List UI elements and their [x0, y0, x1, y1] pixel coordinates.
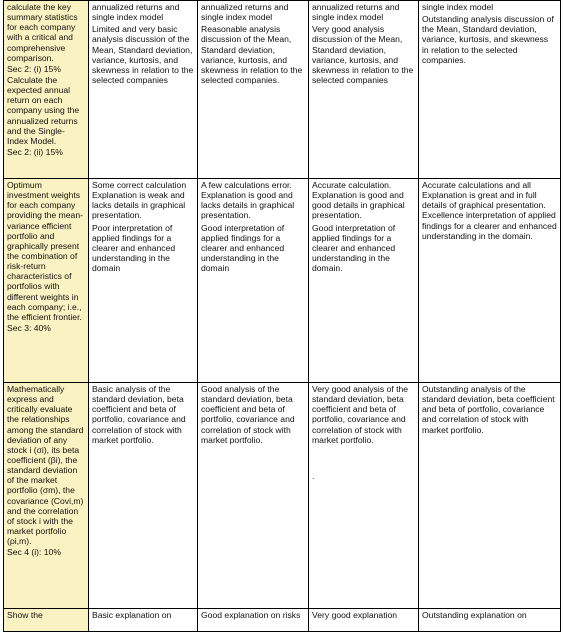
cell-text: Good analysis of the standard deviation, beta coefficient and beta of portfolio, covariance and correlation of stock with market portfolio. [201, 384, 295, 445]
criterion-weight: Sec 3: 40% [7, 322, 51, 333]
criterion-text: Optimum investment weights for each company providing the mean-variance efficient portfolio and graphically present the combination of risk-return characteristics of portfolios with different weights in each company; i.e., the efficient frontier. [7, 180, 83, 322]
table-row [4, 179, 561, 383]
cell-text: Very good analysis of the standard deviation, beta coefficient and beta of portfolio, covariance and correlation of stock with market portfolio. [312, 384, 409, 445]
criterion-weight: Sec 4 (i): 10% [7, 547, 61, 558]
criterion-cell [4, 1, 89, 179]
criterion-cell [4, 383, 89, 609]
grade-cell [198, 609, 309, 632]
table-row [4, 383, 561, 609]
grade-cell [419, 1, 561, 179]
criterion-text: calculate the key summary statistics for each company with a critical and comprehensive comparison. [7, 2, 78, 63]
table-row [4, 609, 561, 632]
grade-cell [419, 179, 561, 383]
cell-text: A few calculations error. Explanation is good and lacks details in graphical presentation. [201, 180, 295, 221]
cell-text: annualized returns and single index model [92, 2, 180, 23]
cell-text: annualized returns and single index model [201, 2, 289, 23]
criterion-text: Show the [7, 610, 43, 620]
stray-period: . [312, 470, 315, 481]
cell-text: Outstanding explanation on [422, 610, 527, 620]
grade-cell [89, 609, 198, 632]
grade-cell [89, 179, 198, 383]
cell-text: Limited and very basic analysis discussion of the Mean, Standard deviation, variance, kurtosis, and skewness in relation to the selected companies [92, 24, 194, 85]
grade-cell [309, 609, 419, 632]
grade-cell [89, 1, 198, 179]
criterion-text: Calculate the expected annual return on each company using the annualized returns and the Single-Index Model. [7, 74, 80, 146]
cell-text: Outstanding analysis discussion of the Mean, Standard deviation, variance, kurtosis, and skewness in relation to the selected companies. [422, 14, 554, 65]
table-row [4, 1, 561, 179]
grade-cell [89, 383, 198, 609]
criterion-weight: Sec 2: (ii) 15% [7, 146, 63, 157]
cell-text: annualized returns and single index model [312, 2, 400, 23]
grade-cell [419, 383, 561, 609]
cell-text: Reasonable analysis discussion of the Mean, Standard deviation, variance, kurtosis, and skewness in relation to the selected companies. [201, 24, 303, 85]
cell-text: Basic analysis of the standard deviation, beta coefficient and beta of portfolio, covariance and correlation of stock with market portfolio. [92, 384, 186, 445]
grade-cell [419, 609, 561, 632]
cell-text: Good interpretation of applied findings for a clearer and enhanced understanding in the domain [201, 222, 285, 274]
grade-cell [309, 383, 419, 609]
criterion-cell [4, 609, 89, 632]
criterion-weight: Sec 2: (i) 15% [7, 63, 61, 74]
cell-text: Good explanation on risks [201, 610, 301, 620]
cell-text: Poor interpretation of applied findings for a clearer and enhanced understanding in the domain [92, 222, 176, 274]
cell-text: Outstanding analysis of the standard deviation, beta coefficient and beta of portfolio, covariance and correlation of stock with market portfolio. [422, 384, 555, 435]
grade-cell [309, 179, 419, 383]
cell-text: Basic explanation on [92, 610, 172, 620]
grade-cell [198, 383, 309, 609]
cell-text: Very good analysis discussion of the Mean, Standard deviation, variance, kurtosis, and skewness in relation to the selected companies [312, 24, 414, 85]
rubric-table [3, 0, 561, 632]
cell-text: Very good explanation [312, 610, 398, 620]
criterion-text: Mathematically express and critically evaluate the relationships among the standard deviation of any stock i (σi), its beta coefficient (βi), the standard deviation of the market portfolio (σm), the covariance (Covi,m) and the correlation of stock i with the market portfolio (ρi,m). [7, 384, 84, 547]
criterion-cell [4, 179, 89, 383]
cell-text: Accurate calculations and all Explanation is great and in full details of graphical presentation. Excellence interpretation of applied findings for a clearer and enhanced understanding in the domain. [422, 180, 557, 241]
cell-text: Accurate calculation. Explanation is good and good details in graphical presentation. [312, 180, 405, 221]
cell-text: single index model [422, 2, 494, 12]
cell-text: Some correct calculation Explanation is weak and lacks details in graphical presentation. [92, 180, 187, 221]
grade-cell [198, 179, 309, 383]
grade-cell [309, 1, 419, 179]
cell-text: Good interpretation of applied findings for a clearer and enhanced understanding in the domain. [312, 222, 396, 274]
grade-cell [198, 1, 309, 179]
